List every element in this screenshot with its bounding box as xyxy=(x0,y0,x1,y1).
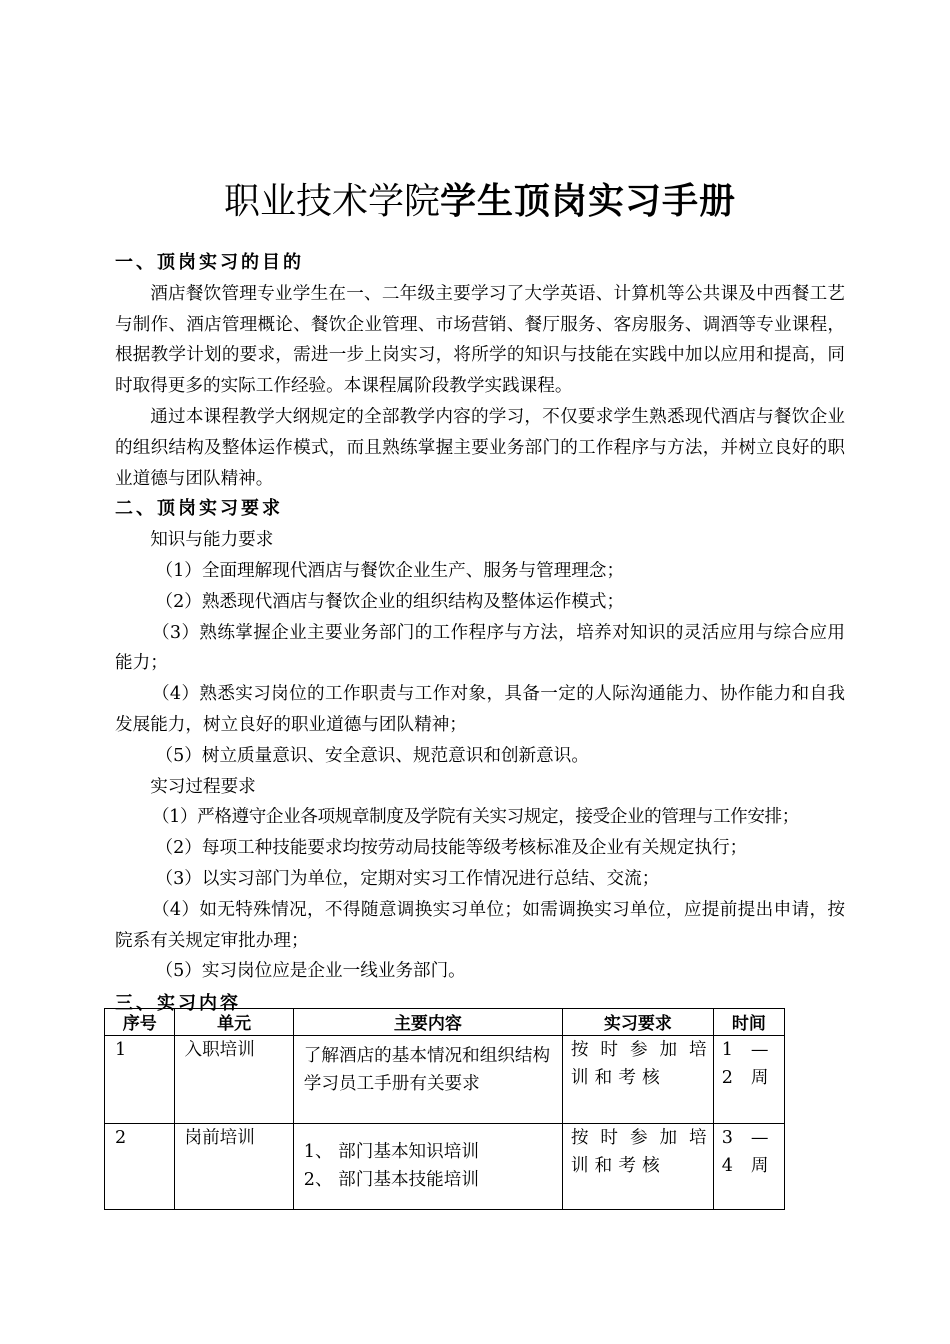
cell-unit: 岗前培训 xyxy=(175,1124,293,1210)
requirement-item: （3）熟练掌握企业主要业务部门的工作程序与方法，培养对知识的灵活应用与综合应用能力； xyxy=(115,622,845,674)
cell-main-line-2: 2、 部门基本技能培训 xyxy=(303,1170,479,1190)
cell-main xyxy=(293,1036,562,1124)
process-item: （5）实习岗位应是企业一线业务部门。 xyxy=(155,961,466,982)
process-item: （4）如无特殊情况，不得随意调换实习单位；如需调换实习单位，应提前提出申请，按院系有关规定审批办理； xyxy=(115,899,845,951)
purpose-paragraph-1: 酒店餐饮管理专业学生在一、二年级主要学习了大学英语、计算机等公共课及中西餐工艺与制作、酒店管理概论、餐饮企业管理、市场营销、餐厅服务、客房服务、调酒等专业课程，根据教学计划的要求，需进一步上岗实习，将所学的知识与技能在实践中加以应用和提高，同时取得更多的实际工作经验。本课程属阶段教学实践课程。 xyxy=(115,283,845,397)
cell-no: 2 xyxy=(105,1124,175,1210)
header-main: 主要内容 xyxy=(293,1009,562,1036)
cell-main-line-1: 了解酒店的基本情况和组织结构 xyxy=(303,1046,551,1066)
table-row xyxy=(105,1036,785,1124)
subheading-knowledge-ability: 知识与能力要求 xyxy=(150,530,274,551)
cell-requirement: 按时参加培训和考核 xyxy=(562,1124,713,1210)
requirement-item: （4）熟悉实习岗位的工作职责与工作对象，具备一定的人际沟通能力、协作能力和自我发展能力，树立良好的职业道德与团队精神； xyxy=(115,684,845,735)
cell-main-line-1: 1、 部门基本知识培训 xyxy=(303,1142,479,1162)
table-row xyxy=(105,1124,785,1210)
section-heading-content: 三、实习内容 xyxy=(115,993,241,1015)
cell-requirement: 按时参加培训和考核 xyxy=(562,1036,713,1124)
header-unit: 单元 xyxy=(175,1009,293,1036)
process-item: （3）以实习部门为单位，定期对实习工作情况进行总结、交流； xyxy=(155,868,660,889)
cell-main xyxy=(293,1124,562,1210)
process-item: （1）严格遵守企业各项规章制度及学院有关实习规定，接受企业的管理与工作安排； xyxy=(151,807,799,828)
cell-unit: 入职培训 xyxy=(175,1036,293,1124)
purpose-paragraph-2: 通过本课程教学大纲规定的全部教学内容的学习，不仅要求学生熟悉现代酒店与餐饮企业的组织结构及整体运作模式，而且熟练掌握主要业务部门的工作程序与方法，并树立良好的职业道德与团队精神。 xyxy=(115,406,845,489)
internship-content-table xyxy=(104,1008,785,1210)
cell-time: 3 — 4 周 xyxy=(713,1124,784,1210)
requirement-item: （5）树立质量意识、安全意识、规范意识和创新意识。 xyxy=(155,745,589,766)
section-heading-requirements: 二、顶岗实习要求 xyxy=(115,498,283,520)
header-no: 序号 xyxy=(105,1009,175,1036)
header-time: 时间 xyxy=(713,1009,784,1036)
document-body xyxy=(115,248,845,1020)
cell-main-line-2: 学习员工手册有关要求 xyxy=(303,1074,480,1094)
cell-time: 1 — 2 周 xyxy=(713,1036,784,1124)
cell-no: 1 xyxy=(105,1036,175,1124)
document-title xyxy=(115,174,845,230)
requirement-item: （2）熟悉现代酒店与餐饮企业的组织结构及整体运作模式； xyxy=(155,591,625,612)
title-prefix: 职业技术学院 xyxy=(223,181,440,222)
subheading-process: 实习过程要求 xyxy=(150,776,256,797)
header-requirement: 实习要求 xyxy=(562,1009,713,1036)
title-main: 学生顶岗实习手册 xyxy=(440,181,737,222)
section-heading-purpose: 一、顶岗实习的目的 xyxy=(115,252,304,273)
process-item: （2）每项工种技能要求均按劳动局技能等级考核标准及企业有关规定执行； xyxy=(155,838,748,859)
table-header-row xyxy=(105,1009,785,1036)
requirement-item: （1）全面理解现代酒店与餐饮企业生产、服务与管理理念； xyxy=(155,560,625,581)
